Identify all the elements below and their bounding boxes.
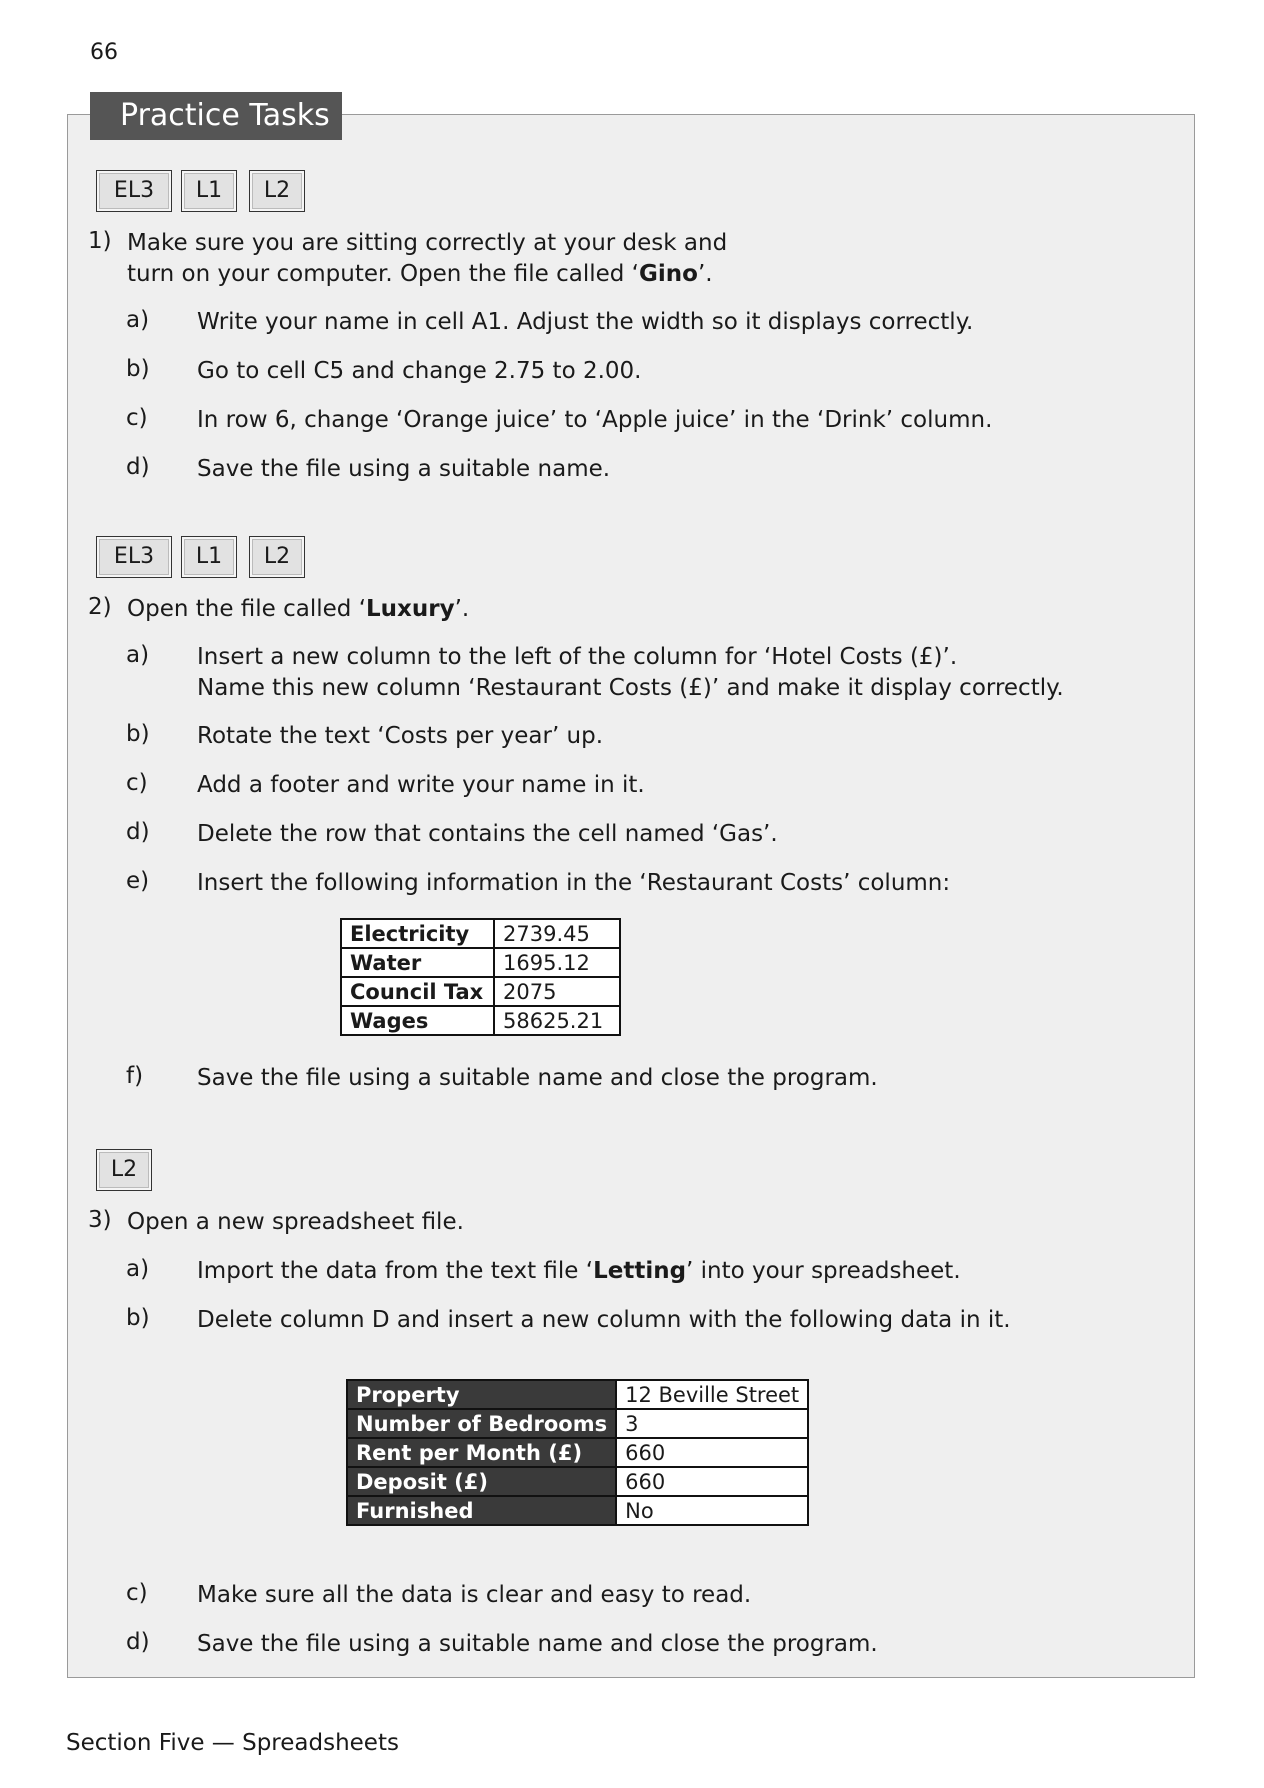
table-row: Water 1695.12 (341, 948, 620, 977)
item-letter: b) (126, 721, 150, 747)
table-row: Electricity 2739.45 (341, 919, 620, 948)
item-letter: d) (126, 1629, 150, 1655)
item-text: Write your name in cell A1. Adjust the width so it displays correctly. (197, 309, 974, 335)
item-text: In row 6, change ‘Orange juice’ to ‘Apple juice’ in the ‘Drink’ column. (197, 407, 993, 433)
question-number: 1) (88, 228, 112, 254)
level-badge-el3: EL3 (96, 170, 172, 212)
table-row: Wages 58625.21 (341, 1006, 620, 1035)
page-footer: Section Five — Spreadsheets (66, 1730, 399, 1756)
item-letter: a) (126, 307, 150, 333)
item-letter: e) (126, 868, 150, 894)
item-letter: b) (126, 356, 150, 382)
question-line: turn on your computer. Open the file called ‘Gino’. (127, 261, 713, 287)
item-letter: c) (126, 1580, 148, 1606)
panel-title: Practice Tasks (90, 92, 342, 140)
file-name: Gino (639, 261, 698, 287)
item-text: Insert a new column to the left of the column for ‘Hotel Costs (£)’. Name this new column ‘Restaurant Costs (£)’ and make it display correctly. (197, 644, 1064, 701)
level-badge-l2: L2 (249, 536, 305, 578)
file-name: Letting (593, 1258, 687, 1284)
item-letter: f) (126, 1063, 144, 1089)
page-number: 66 (90, 40, 118, 65)
question-number: 2) (88, 594, 112, 620)
item-letter: c) (126, 770, 148, 796)
table-row: Furnished No (347, 1496, 808, 1525)
item-letter: d) (126, 454, 150, 480)
table-row: Council Tax 2075 (341, 977, 620, 1006)
item-text: Import the data from the text file ‘Letting’ into your spreadsheet. (197, 1258, 961, 1284)
item-text: Save the file using a suitable name and close the program. (197, 1631, 878, 1657)
item-letter: d) (126, 819, 150, 845)
level-badge-l2: L2 (96, 1149, 152, 1191)
item-text: Rotate the text ‘Costs per year’ up. (197, 723, 604, 749)
level-badge-l2: L2 (249, 170, 305, 212)
table-row: Number of Bedrooms 3 (347, 1409, 808, 1438)
question-text: Open a new spreadsheet file. (127, 1209, 464, 1235)
item-text: Insert the following information in the ‘Restaurant Costs’ column: (197, 870, 951, 896)
table-row: Property 12 Beville Street (347, 1380, 808, 1409)
item-letter: a) (126, 1256, 150, 1282)
item-text: Delete the row that contains the cell named ‘Gas’. (197, 821, 778, 847)
item-letter: c) (126, 405, 148, 431)
level-badge-l1: L1 (181, 170, 237, 212)
table-row: Deposit (£) 660 (347, 1467, 808, 1496)
item-letter: a) (126, 642, 150, 668)
item-text: Make sure all the data is clear and easy to read. (197, 1582, 752, 1608)
table-row: Rent per Month (£) 660 (347, 1438, 808, 1467)
item-text: Go to cell C5 and change 2.75 to 2.00. (197, 358, 642, 384)
item-text: Add a footer and write your name in it. (197, 772, 645, 798)
level-badge-el3: EL3 (96, 536, 172, 578)
level-badge-l1: L1 (181, 536, 237, 578)
property-table (346, 1379, 809, 1526)
item-text: Save the file using a suitable name and close the program. (197, 1065, 878, 1091)
question-line: Make sure you are sitting correctly at your desk and (127, 230, 728, 256)
question-number: 3) (88, 1207, 112, 1233)
question-text: Open the file called ‘Luxury’. (127, 596, 470, 622)
item-text: Delete column D and insert a new column with the following data in it. (197, 1307, 1011, 1333)
item-text: Save the file using a suitable name. (197, 456, 611, 482)
file-name: Luxury (366, 596, 455, 622)
question-text (127, 228, 727, 290)
item-letter: b) (126, 1305, 150, 1331)
restaurant-costs-table (340, 918, 621, 1036)
